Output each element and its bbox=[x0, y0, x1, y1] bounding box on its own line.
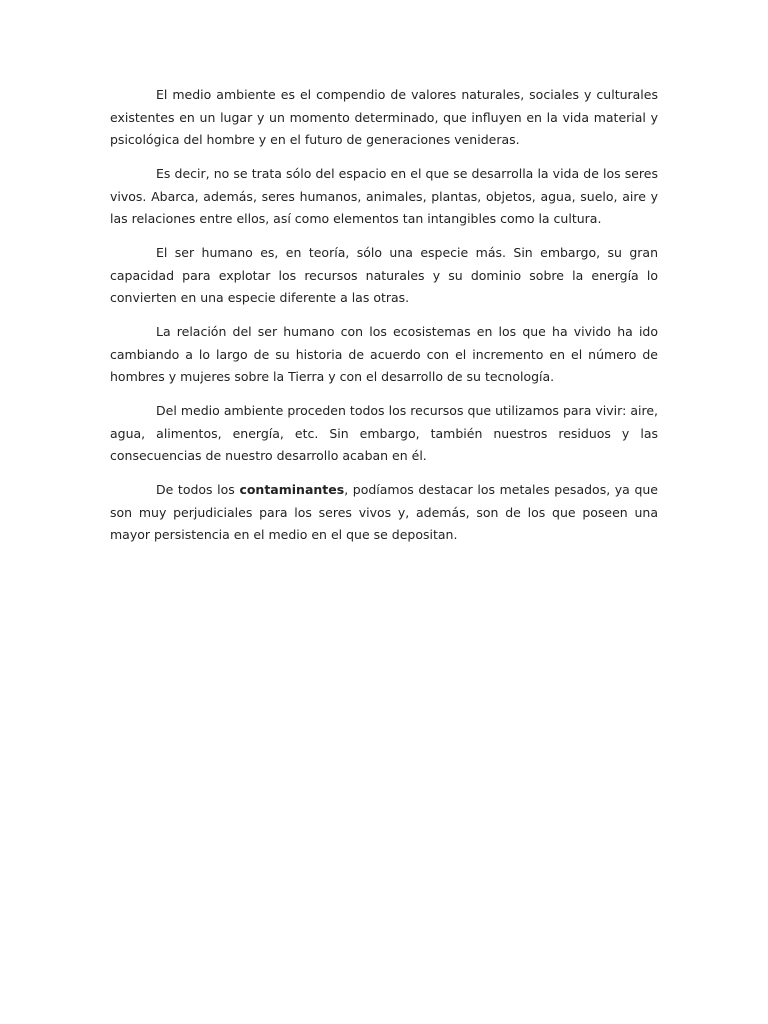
paragraph-5: Del medio ambiente proceden todos los recursos que utilizamos para vivir: aire, agua, alimentos, energía, etc. Sin embargo, también nuestros residuos y las consecuencias de nuestro desarrollo acaban en él. bbox=[110, 403, 658, 463]
paragraph-4: La relación del ser humano con los ecosistemas en los que ha vivido ha ido cambiando a lo largo de su historia de acuerdo con el incremento en el número de hombres y mujeres sobre la Tierra y con el desarrollo de su tecnología. bbox=[110, 324, 658, 384]
paragraph-6-bold-term: contaminantes bbox=[239, 482, 345, 497]
paragraph-6-after: , podíamos destacar los metales pesados, ya que son muy perjudiciales para los seres vivos y, además, son de los que poseen una mayor persistencia en el medio en el que se depositan. bbox=[110, 482, 659, 542]
paragraph-1: El medio ambiente es el compendio de valores naturales, sociales y culturales existentes en un lugar y un momento determinado, que influyen en la vida material y psicológica del hombre y en el futuro de generaciones venideras. bbox=[110, 87, 658, 147]
paragraph-3: El ser humano es, en teoría, sólo una especie más. Sin embargo, su gran capacidad para explotar los recursos naturales y su dominio sobre la energía lo convierten en una especie diferente a las otras. bbox=[110, 245, 658, 305]
paragraph-6-before: De todos los bbox=[156, 482, 240, 497]
paragraph-2: Es decir, no se trata sólo del espacio en el que se desarrolla la vida de los seres vivos. Abarca, además, seres humanos, animales, plantas, objetos, agua, suelo, aire y las relaciones entre ellos, así como elementos tan intangibles como la cultura. bbox=[110, 166, 658, 226]
document-page bbox=[110, 84, 658, 558]
paragraph-6 bbox=[110, 479, 658, 547]
